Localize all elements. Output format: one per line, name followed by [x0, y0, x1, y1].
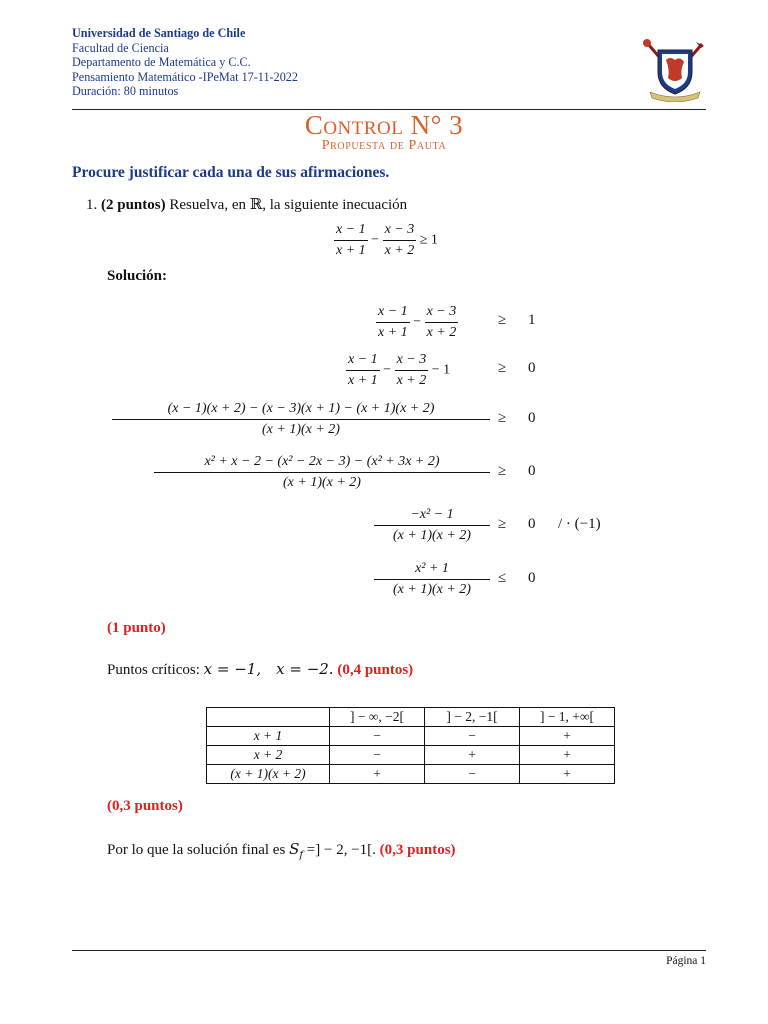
step-5-note: / · (−1) — [558, 516, 601, 532]
question-1 — [86, 195, 407, 214]
step-1-relation: ≥ — [498, 312, 507, 328]
header-block — [72, 26, 298, 99]
step-6-relation: ≤ — [498, 570, 507, 586]
step-6-rhs: 0 — [528, 570, 536, 586]
final-solution-score: (0,3 puntos) — [379, 842, 456, 858]
row-factor-label: (x + 1)(x + 2) — [207, 765, 330, 784]
sign-cell: − — [330, 746, 425, 765]
sign-table-corner — [207, 708, 330, 727]
faculty-name: Facultad de Ciencia — [72, 40, 169, 55]
step-1-rhs: 1 — [528, 312, 536, 328]
critical-points — [107, 660, 413, 679]
final-solution-text: Por lo que la solución final es — [107, 842, 286, 858]
step-5-relation: ≥ — [498, 516, 507, 532]
department-name: Departamento de Matemática y C.C. — [72, 55, 251, 70]
solution-step-5: $\frac{\text{−x² − 1}}{(x + 1)(x + 2)}$ — [376, 507, 488, 544]
points-label-a: (1 punto) — [107, 620, 166, 636]
table-row — [207, 746, 615, 765]
university-name: Universidad de Santiago de Chile — [72, 26, 246, 40]
solution-step-4: $\frac{\text{x² + x − 2 − (x² − 2x − 3) − (x² + 3x + 2)}}{(x + 1)(x + 2)}$ — [156, 454, 488, 491]
step-2-rhs: 0 — [528, 360, 536, 376]
question-number: 1. — [86, 197, 98, 213]
sign-cell: − — [425, 765, 520, 784]
critical-point-2: x = −2. — [276, 660, 334, 678]
page-number: Página 1 — [666, 955, 706, 967]
solution-set-subscript: f — [299, 850, 304, 861]
step-4-relation: ≥ — [498, 463, 507, 479]
interval-header: ] − 2, −1[ — [425, 708, 520, 727]
row-factor-label: x + 2 — [207, 746, 330, 765]
sign-cell: + — [520, 765, 615, 784]
footer-rule — [72, 950, 706, 951]
solution-set-symbol: S — [289, 840, 300, 858]
step-2-relation: ≥ — [498, 360, 507, 376]
sign-cell: − — [425, 727, 520, 746]
step-5-rhs: 0 — [528, 516, 536, 532]
critical-point-1: x = −1, — [203, 660, 262, 678]
interval-header: ] − ∞, −2[ — [330, 708, 425, 727]
points-label-b: (0,3 puntos) — [107, 798, 183, 814]
interval-header: ] − 1, +∞[ — [520, 708, 615, 727]
exam-title: Control N° 3 — [304, 110, 464, 140]
critical-points-text: Puntos críticos: — [107, 662, 200, 678]
table-row — [207, 727, 615, 746]
university-crest-icon — [640, 38, 710, 102]
critical-points-score: (0,4 puntos) — [337, 662, 414, 678]
solution-step-2: $\frac{x - 1}{x + 1}$ − $\frac{x - 3}{x + 2}$ − 1 — [348, 352, 451, 388]
sign-cell: + — [330, 765, 425, 784]
final-solution — [107, 840, 456, 861]
exam-duration: Duración: 80 minutos — [72, 84, 179, 99]
solution-step-6: $\frac{\text{x² + 1}}{(x + 1)(x + 2)}$ — [376, 561, 488, 598]
sign-cell: + — [520, 746, 615, 765]
solution-set-value: =] − 2, −1[. — [306, 842, 376, 858]
step-3-rhs: 0 — [528, 410, 536, 426]
exam-subtitle: Propuesta de Pauta — [321, 138, 447, 153]
solution-step-1: $\frac{x - 1}{x + 1}$ − $\frac{x - 3}{x + 2}$ — [378, 304, 457, 340]
question-text: Resuelva, en ℝ, la siguiente inecuación — [169, 197, 408, 213]
solution-label: Solución: — [107, 268, 168, 284]
step-3-relation: ≥ — [498, 410, 507, 426]
sign-table-header — [207, 708, 615, 727]
sign-cell: + — [425, 746, 520, 765]
solution-step-3: $\frac{(x - 1)(x + 2) - (x - 3)(x + 1) - (x + 1)(x + 2)}{(x + 1)(x + 2)}$ — [114, 401, 488, 438]
sign-cell: − — [330, 727, 425, 746]
sign-cell: + — [520, 727, 615, 746]
step-4-rhs: 0 — [528, 463, 536, 479]
inequality-statement: $\frac{x - 1}{x + 1}$ − $\frac{x - 3}{x + 2}$ ≥ 1 — [336, 222, 438, 258]
row-factor-label: x + 1 — [207, 727, 330, 746]
instruction: Procure justificar cada una de sus afirmaciones. — [72, 164, 390, 181]
sign-table — [206, 707, 615, 784]
course-name: Pensamiento Matemático -IPeMat 17-11-2022 — [72, 69, 298, 84]
table-row — [207, 765, 615, 784]
question-points: (2 puntos) — [101, 197, 166, 213]
